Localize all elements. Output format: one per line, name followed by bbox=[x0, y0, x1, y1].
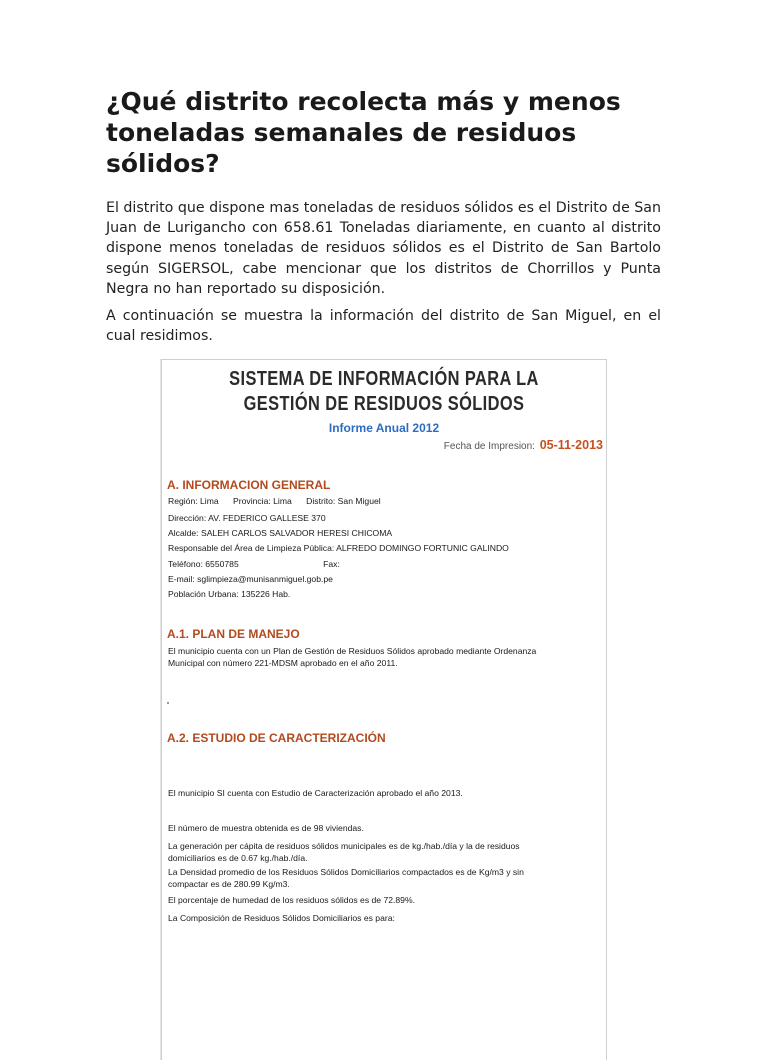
densidad-line2: compactar es de 280.99 Kg/m3. bbox=[168, 879, 290, 889]
intro-paragraph: El distrito que dispone mas toneladas de residuos sólidos es el Distrito de San Juan de Lurigancho con 658.61 Toneladas diariamente, en cuanto al distrito dispone menos toneladas de residuos sólidos es el Distrito de San Bartolo según SIGERSOL, cabe mencionar que los distritos de Chorrillos y Punta Negra no han reportado su disposición. bbox=[106, 200, 661, 297]
stray-mark bbox=[167, 702, 169, 704]
plan-line1: El municipio cuenta con un Plan de Gestión de Residuos Sólidos aprobado mediante Ordenanza bbox=[168, 646, 537, 656]
report-scan-image bbox=[161, 359, 607, 1060]
section-a2-heading: A.2. ESTUDIO DE CARACTERIZACIÓN bbox=[167, 731, 386, 745]
distrito-text: Distrito: San Miguel bbox=[306, 496, 381, 506]
estudio-text: El municipio SI cuenta con Estudio de Caracterización aprobado el año 2013. bbox=[168, 788, 463, 798]
report-title-line1: SISTEMA DE INFORMACIÓN PARA LA bbox=[229, 368, 539, 390]
san-miguel-paragraph: A continuación se muestra la información del distrito de San Miguel, en el cual residimos. bbox=[106, 308, 661, 345]
print-date bbox=[444, 438, 603, 452]
plan-line2: Municipal con número 221-MDSM aprobado en el año 2011. bbox=[168, 658, 398, 668]
region-text: Región: Lima bbox=[168, 496, 219, 506]
section-a-heading: A. INFORMACION GENERAL bbox=[167, 478, 331, 492]
email-text: E-mail: sglimpieza@munisanmiguel.gob.pe bbox=[168, 574, 333, 584]
humedad-text: El porcentaje de humedad de los residuos sólidos es de 72.89%. bbox=[168, 895, 415, 905]
print-date-value: 05-11-2013 bbox=[539, 438, 603, 452]
fax-text: Fax: bbox=[323, 559, 340, 569]
contact-line bbox=[168, 558, 598, 570]
page-title: ¿Qué distrito recolecta más y menos toneladas semanales de residuos sólidos? bbox=[106, 87, 621, 178]
alcalde-text: Alcalde: SALEH CARLOS SALVADOR HERESI CHICOMA bbox=[168, 528, 393, 538]
muestra-text: El número de muestra obtenida es de 98 viviendas. bbox=[168, 823, 364, 833]
provincia-text: Provincia: Lima bbox=[233, 496, 292, 506]
report-subtitle: Informe Anual 2012 bbox=[328, 421, 440, 435]
composicion-text: La Composición de Residuos Sólidos Domiciliarios es para: bbox=[168, 913, 395, 923]
telefono-text: Teléfono: 6550785 bbox=[168, 559, 239, 569]
poblacion-text: Población Urbana: 135226 Hab. bbox=[168, 589, 291, 599]
print-date-label: Fecha de Impresion: bbox=[443, 441, 535, 452]
direccion-text: Dirección: AV. FEDERICO GALLESE 370 bbox=[168, 513, 326, 523]
section-a1-heading: A.1. PLAN DE MANEJO bbox=[167, 627, 300, 641]
responsable-text: Responsable del Área de Limpieza Pública: ALFREDO DOMINGO FORTUNIC GALINDO bbox=[168, 543, 509, 553]
generacion-line1: La generación per cápita de residuos sólidos municipales es de kg./hab./día y la de residuos bbox=[168, 841, 520, 851]
densidad-line1: La Densidad promedio de los Residuos Sólidos Domiciliarios compactados es de Kg/m3 y sin bbox=[168, 867, 524, 877]
report-title-line2: GESTIÓN DE RESIDUOS SÓLIDOS bbox=[243, 393, 525, 415]
generacion-line2: domiciliarios es de 0.67 kg./hab./día. bbox=[168, 853, 308, 863]
location-line bbox=[168, 495, 598, 507]
